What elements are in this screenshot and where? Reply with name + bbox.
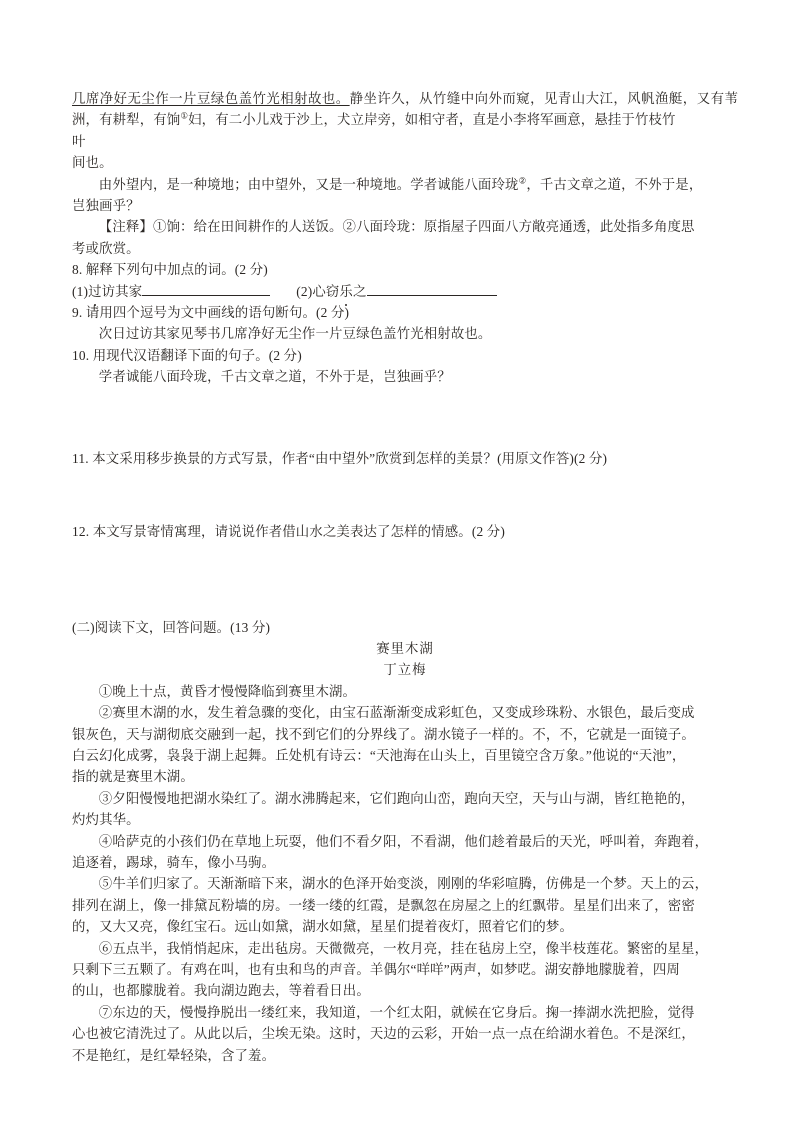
paragraph-text: 五点半，我悄悄起床，走出毡房。天微微亮，一枚月亮，挂在毡房上空，像半枝莲花。繁密的星星， (112, 940, 709, 956)
answer-space-12-extra (72, 603, 738, 617)
page-content (72, 88, 738, 1066)
article-paragraph (72, 788, 738, 809)
paragraph-marker: ② (98, 705, 113, 721)
paragraph-marker: ⑥ (98, 940, 113, 956)
paragraph-text: 东边的天，慢慢挣脱出一缕红来，我知道，一个红太阳，就候在它身后。掬一捧湖水洗把脸，觉得 (112, 1004, 695, 1020)
paragraph-marker: ⑤ (98, 876, 113, 892)
paragraph-marker: ⑦ (98, 1004, 113, 1020)
article-paragraph (72, 1002, 738, 1023)
q8-item1-answer-blank[interactable] (142, 295, 270, 296)
paragraph-text: 牛羊们归家了。天渐渐暗下来，湖水的色泽开始变淡，刚刚的华彩喧腾，仿佛是一个梦。天上的云， (112, 876, 709, 892)
note-1: ①饷：给在田间耕作的人送饭。 (152, 219, 343, 235)
answer-space-10 (72, 388, 738, 448)
q8-item2-answer-blank[interactable] (367, 295, 497, 296)
question-8-text: 解释下列句中加点的词。(2 分) (85, 262, 268, 278)
article-paragraph (72, 702, 738, 723)
para2-a: 由外望内，是一种境地；由中望外，又是一种境地。学者诚能八面玲珑 (98, 176, 519, 192)
passage-one-para2 (72, 174, 738, 195)
paragraph-line: 指的就是赛里木湖。 (72, 769, 194, 785)
paragraph-text: 哈萨克的小孩们仍在草地上玩耍，他们不看夕阳，不看湖，他们趁着最后的天光，呼叫着，奔跑着， (112, 833, 709, 849)
notes-block (72, 216, 738, 237)
passage-one-para2-cont: 岂独画乎？ (72, 198, 140, 214)
paragraph-marker: ③ (98, 790, 113, 806)
q8-item2-label: (2) (296, 283, 313, 299)
paragraph-line: 灼灼其华。 (72, 812, 140, 828)
paragraph-text: 晚上十点，黄昏才慢慢降临到赛里木湖。 (112, 683, 357, 699)
section-two-title: 赛里木湖 (376, 640, 434, 656)
passage-one-rest: 静坐许久，从竹缝中向外而窥，见青山大江，风帆渔艇，又有苇洲，有耕犁，有饷 (72, 91, 738, 128)
paragraph-line: 的，又大又亮，像红宝石。远山如黛，湖水如黛，星星们提着夜灯，照着它们的梦。 (72, 919, 574, 935)
underlined-sentence: 几席净好无尘作一片豆绿色盖竹光相射故也。 (72, 91, 350, 106)
q8-item2-dotted-char: 乐 (339, 281, 353, 302)
footnote-marker-1: ① (180, 110, 189, 121)
q8-item1-rest: 访其家 (101, 283, 143, 299)
question-8-number: 8. (72, 262, 83, 278)
para2-b: ，千古文章之道，不外于是， (526, 176, 703, 192)
paragraph-line: 排列在湖上，像一排黛瓦粉墙的房。一缕一缕的红霞，是飘忽在房屋之上的红飘带。星星们出来了，密密 (72, 897, 695, 913)
q8-item2-a: 心窃 (312, 283, 340, 299)
article-paragraph (72, 938, 738, 959)
section-two-heading: (二)阅读下文，回答问题。(13 分) (72, 619, 271, 635)
question-9-number: 9. (72, 305, 83, 321)
question-12-number: 12. (72, 524, 90, 540)
paragraph-line: 心也被它清洗过了。从此以后，尘埃无染。这时，天边的云彩，开始一点一点在给湖水着色。不是深红， (72, 1026, 695, 1042)
question-12-text: 本文写景寄情寓理，请说说作者借山水之美表达了怎样的情感。(2 分) (92, 524, 505, 540)
question-9-body: 次日过访其家见琴书几席净好无尘作一片豆绿色盖竹光相射故也。 (98, 326, 492, 342)
q8-item2-b: 之 (352, 283, 367, 299)
paragraph-text: 夕阳慢慢地把湖水染红了。湖水沸腾起来，它们跑向山峦，跑向天空，天与山与湖，皆红艳艳的， (112, 790, 695, 806)
paragraph-line: 追逐着，踢球，骑车，像小马驹。 (72, 854, 276, 870)
notes-label: 【注释】 (98, 219, 153, 235)
q8-item1-label: (1) (72, 283, 89, 299)
passage-one-opening (72, 88, 738, 131)
question-10-body: 学者诚能八面玲珑，千古文章之道，不外于是，岂独画乎？ (98, 369, 451, 385)
q8-item1-dotted-char: 过 (88, 281, 102, 302)
question-11 (72, 448, 738, 469)
paragraph-line: 银灰色，天与湖彻底交融到一起，找不到它们的分界线了。湖水镜子一样的。不，不，它就是一面镜子。 (72, 726, 695, 742)
question-10-text: 用现代汉语翻译下面的句子。(2 分) (92, 347, 302, 363)
notes-block-cont: 考或欣赏。 (72, 240, 140, 256)
question-10 (72, 345, 738, 366)
article-paragraph (72, 873, 738, 894)
question-8 (72, 259, 738, 280)
answer-space-12 (72, 543, 738, 603)
paragraph-line: 的山，也都朦胧着。我向湖边跑去，等着看日出。 (72, 983, 370, 999)
question-9-text: 请用四个逗号为文中画线的语句断句。(2 分) (85, 305, 350, 321)
paragraph-text: 赛里木湖的水，发生着急骤的变化，由宝石蓝渐渐变成彩虹色，又变成珍珠粉、水银色，最后变成 (112, 705, 695, 721)
question-9 (72, 302, 738, 323)
paragraph-marker: ① (98, 683, 113, 699)
footnote-marker-2: ② (518, 175, 527, 186)
answer-space-11 (72, 469, 738, 521)
paragraph-marker: ④ (98, 833, 113, 849)
passage-one-line-ye: 叶 (72, 133, 86, 149)
question-11-number: 11. (72, 450, 89, 466)
article-paragraph (72, 681, 738, 702)
section-two-author: 丁立梅 (383, 662, 427, 678)
paragraph-line: 不是艳红，是红晕轻染，含了羞。 (72, 1047, 276, 1063)
question-10-number: 10. (72, 347, 90, 363)
question-11-text: 本文采用移步换景的方式写景，作者“由中望外”欣赏到怎样的美景？(用原文作答)(2 分) (92, 450, 608, 466)
paragraph-line: 白云幻化成雾，袅袅于湖上起舞。丘处机有诗云：“天池海在山头上，百里镜空含万象。”他说的“天池”， (72, 747, 686, 763)
note-2: ②八面玲珑：原指屋子四面八方敞亮通透，此处指多角度思 (342, 219, 695, 235)
question-12 (72, 521, 738, 542)
passage-one-line-jianye: 间也。 (72, 155, 113, 171)
article-paragraph (72, 831, 738, 852)
question-8-items (72, 281, 738, 302)
passage-one-rest2: 妇，有二小儿戏于沙上，犬立岸旁，如相守者，直是小李将军画意，悬挂于竹枝竹 (188, 112, 676, 128)
paragraph-line: 只剩下三五颗了。有鸡在叫，也有虫和鸟的声音。羊偶尔“咩咩”两声，如梦呓。湖安静地朦胧着，四周 (72, 962, 680, 977)
